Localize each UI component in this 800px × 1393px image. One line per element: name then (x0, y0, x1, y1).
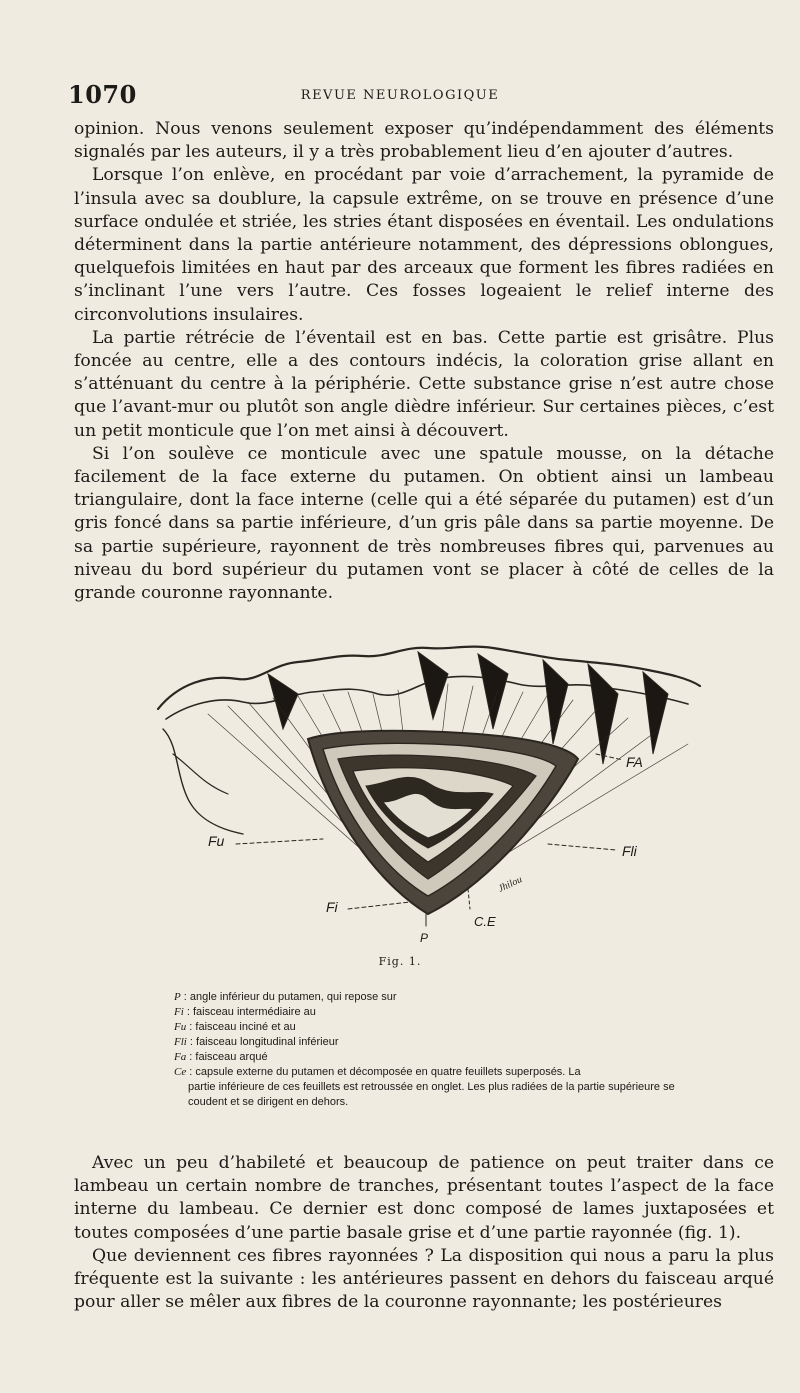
label-fa: FA (626, 754, 643, 770)
paragraph: Lorsque l’on enlève, en procédant par voie d’arrachement, la pyramide de l’insula avec sa doublure, la capsule extrême, on se trouve en présence d’une surface ondulée et striée, les stries étant disposées en éventail. Les ondulations déterminent dans la partie antérieure notamment, des dépressions oblongues, quelquefois limitées en haut par des arceaux que forment les fibres radiées en s’inclinant l’une vers l’autre. Ces fosses logeaient le relief interne des circonvolutions insulaires. (74, 165, 774, 325)
label-fli: Fli (622, 843, 637, 859)
legend-item: Fi : faisceau intermédiaire au (174, 1006, 316, 1018)
legend-continuation: partie inférieure de ces feuillets est retroussée en onglet. Les plus radiées de la partie supérieure se coudent et se dirigent en dehors. (188, 1081, 675, 1108)
legend-item: Ce : capsule externe du putamen et décomposée en quatre feuillets superposés. La (174, 1066, 581, 1078)
paragraph: Si l’on soulève ce monticule avec une spatule mousse, on la détache facilement de la face externe du putamen. On obtient ainsi un lambeau triangulaire, dont la face interne (celle qui a été séparée du putamen) est d’un gris foncé dans sa partie inférieure, d’un gris pâle dans sa partie moyenne. De sa partie supérieure, rayonnent de très nombreuses fibres qui, parvenues au niveau du bord supérieur du putamen vont se placer à côté de celles de la grande couronne rayonnante. (74, 443, 774, 604)
label-fi: Fi (326, 899, 338, 915)
artist-signature: Jhilou (496, 874, 524, 895)
text-block-bottom (74, 1152, 774, 1314)
legend-item: Fa : faisceau arqué (174, 1051, 268, 1063)
legend-item: Fu : faisceau inciné et au (174, 1021, 296, 1033)
paragraph: Que deviennent ces fibres rayonnées ? La disposition qui nous a paru la plus fréquente est la suivante : les antérieures passent en dehors du faisceau arqué pour aller se mêler aux fibres de la couronne rayonnante; les postérieures (74, 1245, 774, 1313)
label-ce: C.E (474, 914, 496, 929)
paragraph: opinion. Nous venons seulement exposer qu’indépendamment des éléments signalés par les auteurs, il y a très probablement lieu d’en ajouter d’autres. (74, 119, 774, 163)
figure-number: Fig. 1. (378, 955, 422, 968)
legend-item: Fli : faisceau longitudinal inférieur (174, 1036, 339, 1048)
label-fu: Fu (208, 833, 225, 849)
page-number: 1070 (68, 80, 137, 109)
figure-legend (174, 990, 704, 1110)
paragraph: Avec un peu d’habileté et beaucoup de patience on peut traiter dans ce lambeau un certain nombre de tranches, présentant toutes l’aspect de la face interne du lambeau. Ce dernier est donc composé de lames juxtaposées et toutes composées d’une partie basale grise et d’une partie rayonnée (fig. 1). (74, 1153, 774, 1243)
legend-item: P : angle inférieur du putamen, qui repose sur (174, 991, 397, 1003)
text-block-top (74, 118, 774, 605)
label-p: P (420, 931, 429, 944)
running-title: REVUE NEUROLOGIQUE (300, 88, 500, 103)
anatomical-drawing (148, 634, 708, 944)
paragraph: La partie rétrécie de l’éventail est en bas. Cette partie est grisâtre. Plus foncée au centre, elle a des contours indécis, la coloration grise allant en s’atténuant du centre à la périphérie. Cette substance grise n’est autre chose que l’avant-mur ou plutôt son angle dièdre inférieur. Sur certaines pièces, c’est un petit monticule que l’on met ainsi à découvert. (74, 327, 774, 441)
figure-illustration (148, 634, 708, 944)
